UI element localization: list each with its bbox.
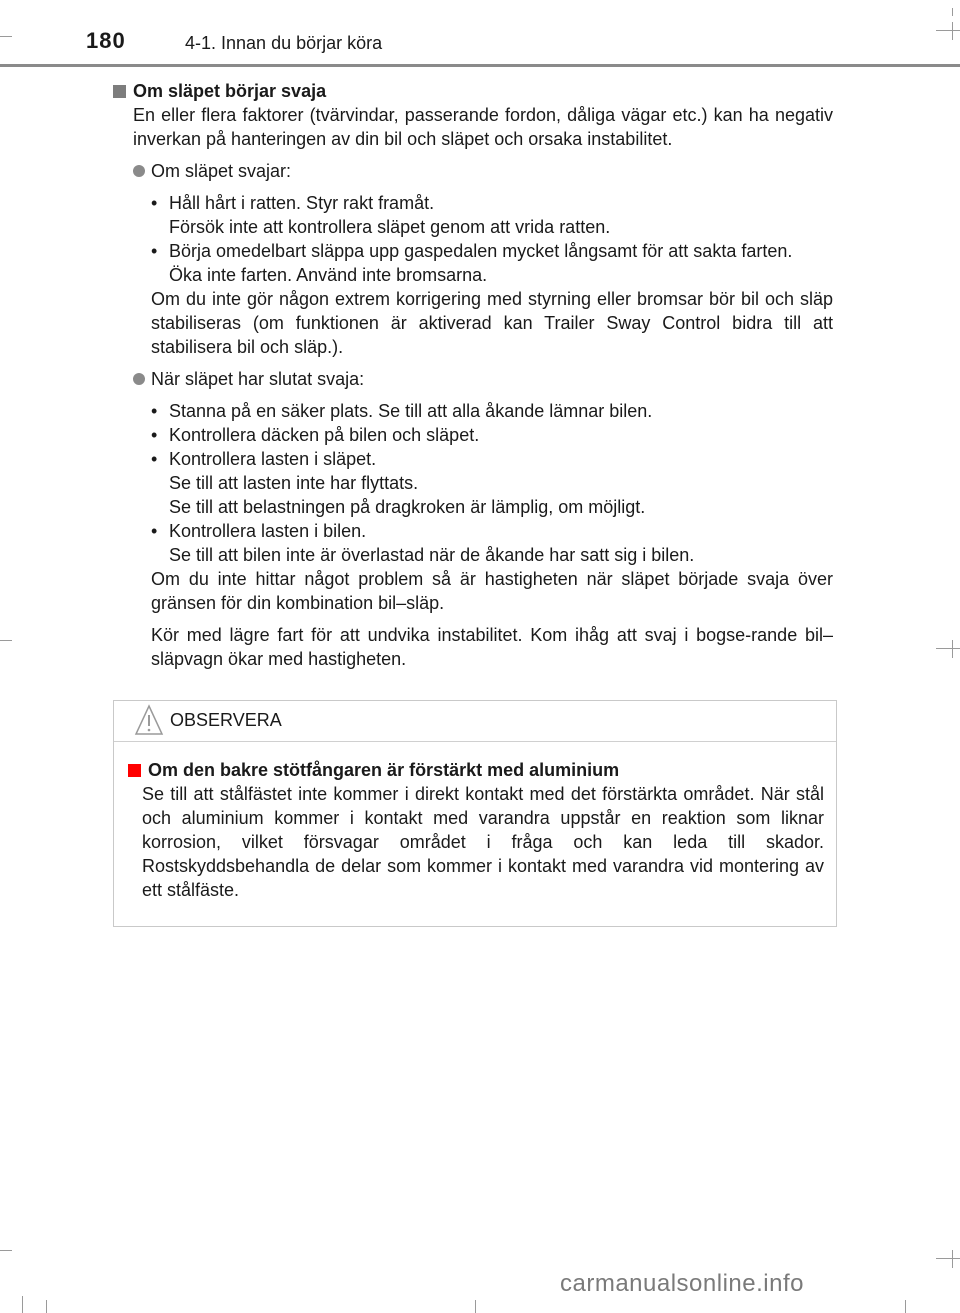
page-number: 180 <box>86 28 126 53</box>
crop-mark <box>936 648 960 649</box>
bullet-dot: • <box>151 449 158 469</box>
list-line: Kontrollera lasten i bilen. <box>169 521 367 541</box>
footer-watermark: carmanualsonline.info <box>560 1270 804 1297</box>
crop-mark <box>475 1300 476 1313</box>
case2-after: Om du inte hittar något problem så är hastigheten när släpet började svaja över gränsen för din kombination bil–släp. <box>151 569 833 613</box>
bullet-dot: • <box>151 241 158 261</box>
crop-mark <box>0 36 12 37</box>
crop-mark <box>952 8 953 16</box>
circle-bullet-icon <box>133 165 145 177</box>
square-bullet-icon <box>113 85 126 98</box>
section-heading-text: Om släpet börjar svaja <box>133 81 327 101</box>
list-line: Se till att bilen inte är överlastad när de åkande har satt sig i bilen. <box>169 545 695 565</box>
case2-label-row <box>133 367 833 391</box>
case1-list <box>151 191 833 287</box>
bullet-dot: • <box>151 521 158 541</box>
list-item <box>151 191 833 239</box>
list-line: Se till att lasten inte har flyttats. <box>169 473 419 493</box>
list-line: Se till att belastningen på dragkroken är lämplig, om möjligt. <box>169 497 646 517</box>
case2-label: När släpet har slutat svaja: <box>151 369 365 389</box>
circle-bullet-icon <box>133 373 145 385</box>
chapter-title: 4-1. Innan du börjar köra <box>185 33 383 53</box>
list-line: Kontrollera lasten i släpet. <box>169 449 377 469</box>
list-item <box>151 399 833 423</box>
crop-mark <box>0 640 12 641</box>
crop-mark <box>952 1250 953 1268</box>
bullet-dot: • <box>151 425 158 445</box>
list-item <box>151 519 833 567</box>
bullet-dot: • <box>151 401 158 421</box>
list-item <box>151 447 833 519</box>
list-line: Börja omedelbart släppa upp gaspedalen mycket långsamt för att sakta farten. <box>169 241 793 261</box>
notice-heading-text: Om den bakre stötfångaren är förstärkt med aluminium <box>148 760 620 780</box>
notice-header <box>114 701 836 742</box>
list-item <box>151 423 833 447</box>
section-content <box>113 79 833 671</box>
list-line: Öka inte farten. Använd inte bromsarna. <box>169 265 488 285</box>
crop-mark <box>22 1296 23 1313</box>
notice-title: OBSERVERA <box>170 710 282 730</box>
crop-mark <box>936 30 960 31</box>
bullet-dot: • <box>151 193 158 213</box>
case1-after: Om du inte gör någon extrem korrigering med styrning eller bromsar bör bil och släp stabiliseras (om funktionen är aktiverad kan Trailer Sway Control bidra till att stabilisera bil och släp.). <box>151 289 833 357</box>
list-line: Kontrollera däcken på bilen och släpet. <box>169 425 480 445</box>
crop-mark <box>952 22 953 40</box>
notice-heading <box>128 758 824 782</box>
crop-mark <box>936 1258 960 1259</box>
warning-triangle-icon <box>134 704 164 736</box>
list-line: Håll hårt i ratten. Styr rakt framåt. <box>169 193 435 213</box>
crop-mark <box>905 1300 906 1313</box>
case1-label: Om släpet svajar: <box>151 161 292 181</box>
list-item <box>151 239 833 287</box>
case2-closing: Kör med lägre fart för att undvika instabilitet. Kom ihåg att svaj i bogse-rande bil–släpvagn ökar med hastigheten. <box>151 625 833 669</box>
section-intro: En eller flera faktorer (tvärvindar, passerande fordon, dåliga vägar etc.) kan ha negativ inverkan på hanteringen av din bil och släpet och orsaka instabilitet. <box>133 105 833 149</box>
notice-body <box>128 758 824 902</box>
crop-mark <box>0 1250 12 1251</box>
notice-box <box>113 700 837 927</box>
case2-list <box>151 399 833 567</box>
square-bullet-icon <box>128 764 141 777</box>
section-heading <box>113 79 833 103</box>
list-line: Stanna på en säker plats. Se till att alla åkande lämnar bilen. <box>169 401 653 421</box>
header-rule <box>0 64 960 67</box>
list-line: Försök inte att kontrollera släpet genom att vrida ratten. <box>169 217 611 237</box>
crop-mark <box>46 1300 47 1313</box>
crop-mark <box>952 640 953 658</box>
case1-label-row <box>133 159 833 183</box>
notice-text: Se till att stålfästet inte kommer i direkt kontakt med det förstärkta området. När stål och aluminium kommer i kontakt med varandra uppstår en reaktion som liknar korrosion, vilket försvagar området i fråga och kan leda till skador. Rostskyddsbehandla de delar som kommer i kontakt med varandra vid montering av ett stålfäste. <box>142 784 824 900</box>
